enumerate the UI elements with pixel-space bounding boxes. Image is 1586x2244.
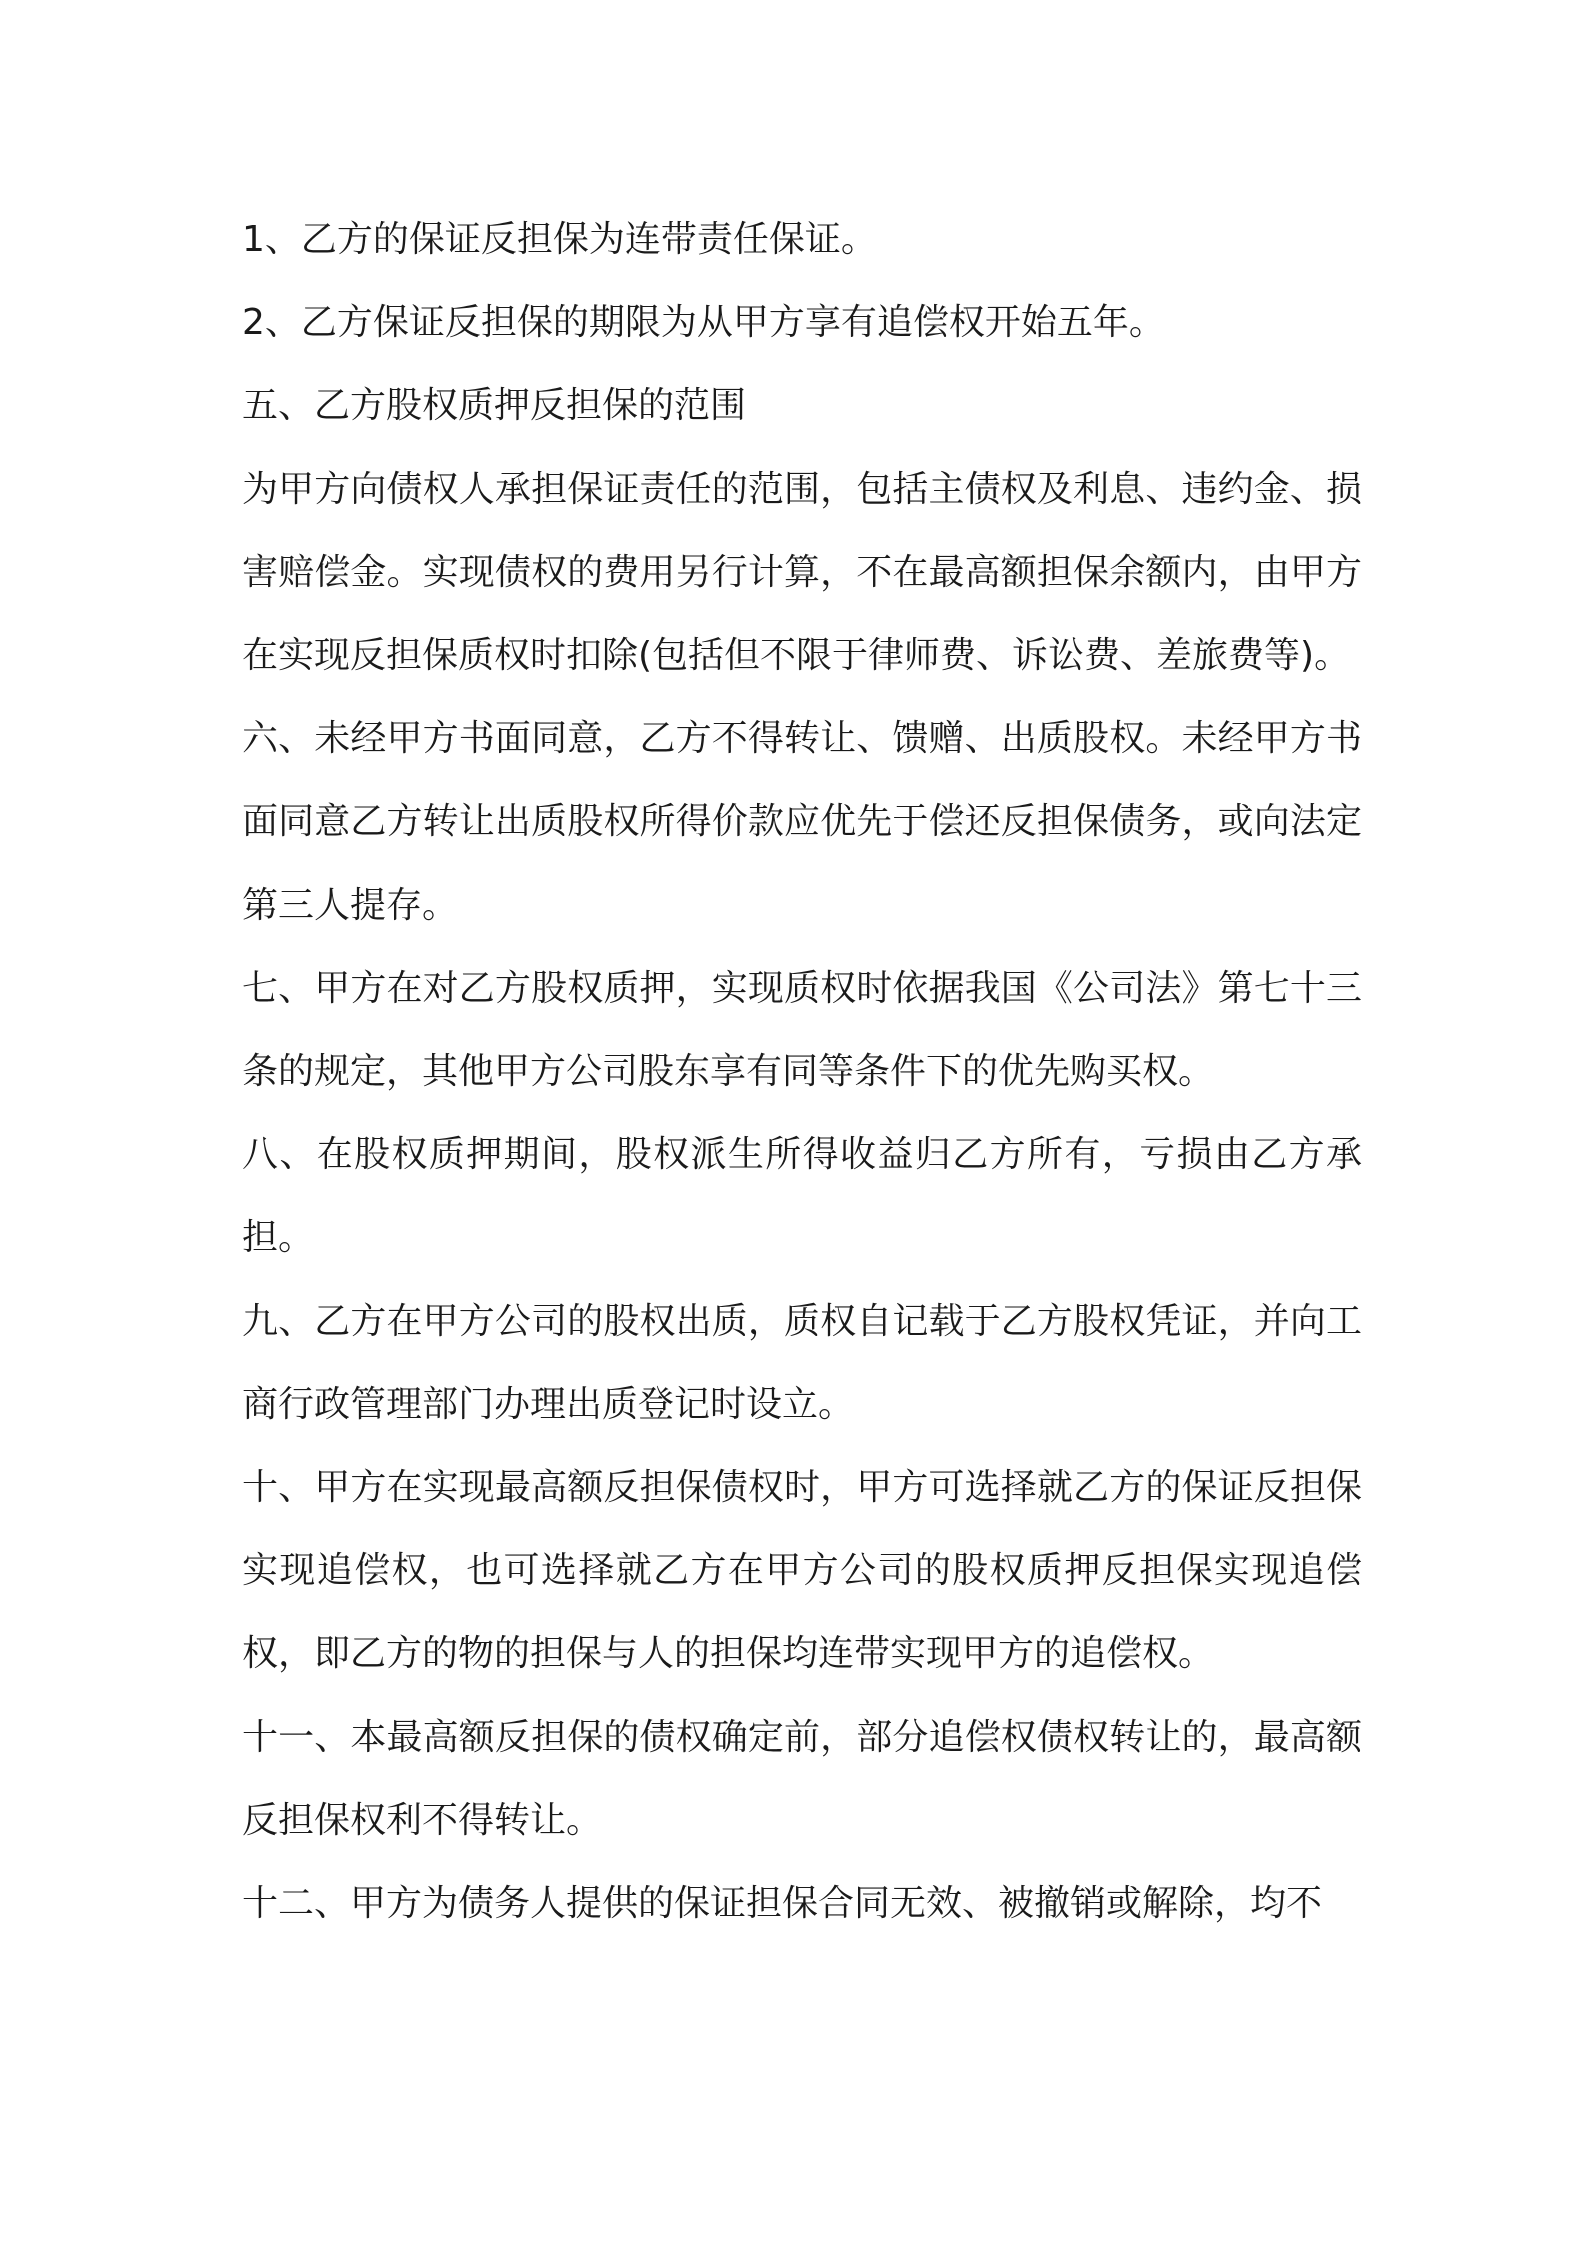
- clause-paragraph: 1、乙方的保证反担保为连带责任保证。: [242, 219, 877, 260]
- document-body: [242, 198, 1362, 1945]
- clause-paragraph: 为甲方向债权人承担保证责任的范围，包括主债权及利息、违约金、损害赔偿金。实现债权的费用另行计算，不在最高额担保余额内，由甲方在实现反担保质权时扣除(包括但不限于律师费、诉讼费、差旅费等)。: [242, 468, 1362, 677]
- clause-paragraph: 十、甲方在实现最高额反担保债权时，甲方可选择就乙方的保证反担保实现追偿权，也可选择就乙方在甲方公司的股权质押反担保实现追偿权，即乙方的物的担保与人的担保均连带实现甲方的追偿权。: [242, 1467, 1362, 1675]
- clause-paragraph: 七、甲方在对乙方股权质押，实现质权时依据我国《公司法》第七十三条的规定，其他甲方公司股东享有同等条件下的优先购买权。: [242, 967, 1362, 1093]
- clause-paragraph: 八、在股权质押期间，股权派生所得收益归乙方所有，亏损由乙方承担。: [242, 1134, 1362, 1259]
- clause-paragraph: 十二、甲方为债务人提供的保证担保合同无效、被撤销或解除，均不: [242, 1883, 1323, 1925]
- clause-paragraph: 六、未经甲方书面同意，乙方不得转让、馈赠、出质股权。未经甲方书面同意乙方转让出质股权所得价款应优先于偿还反担保债务，或向法定第三人提存。: [242, 718, 1362, 926]
- clause-paragraph: 十一、本最高额反担保的债权确定前，部分追偿权债权转让的，最高额反担保权利不得转让。: [242, 1716, 1362, 1841]
- clause-paragraph: 2、乙方保证反担保的期限为从甲方享有追偿权开始五年。: [242, 302, 1165, 344]
- section-heading: 五、乙方股权质押反担保的范围: [242, 385, 747, 427]
- clause-paragraph: 九、乙方在甲方公司的股权出质，质权自记载于乙方股权凭证，并向工商行政管理部门办理出质登记时设立。: [242, 1300, 1362, 1425]
